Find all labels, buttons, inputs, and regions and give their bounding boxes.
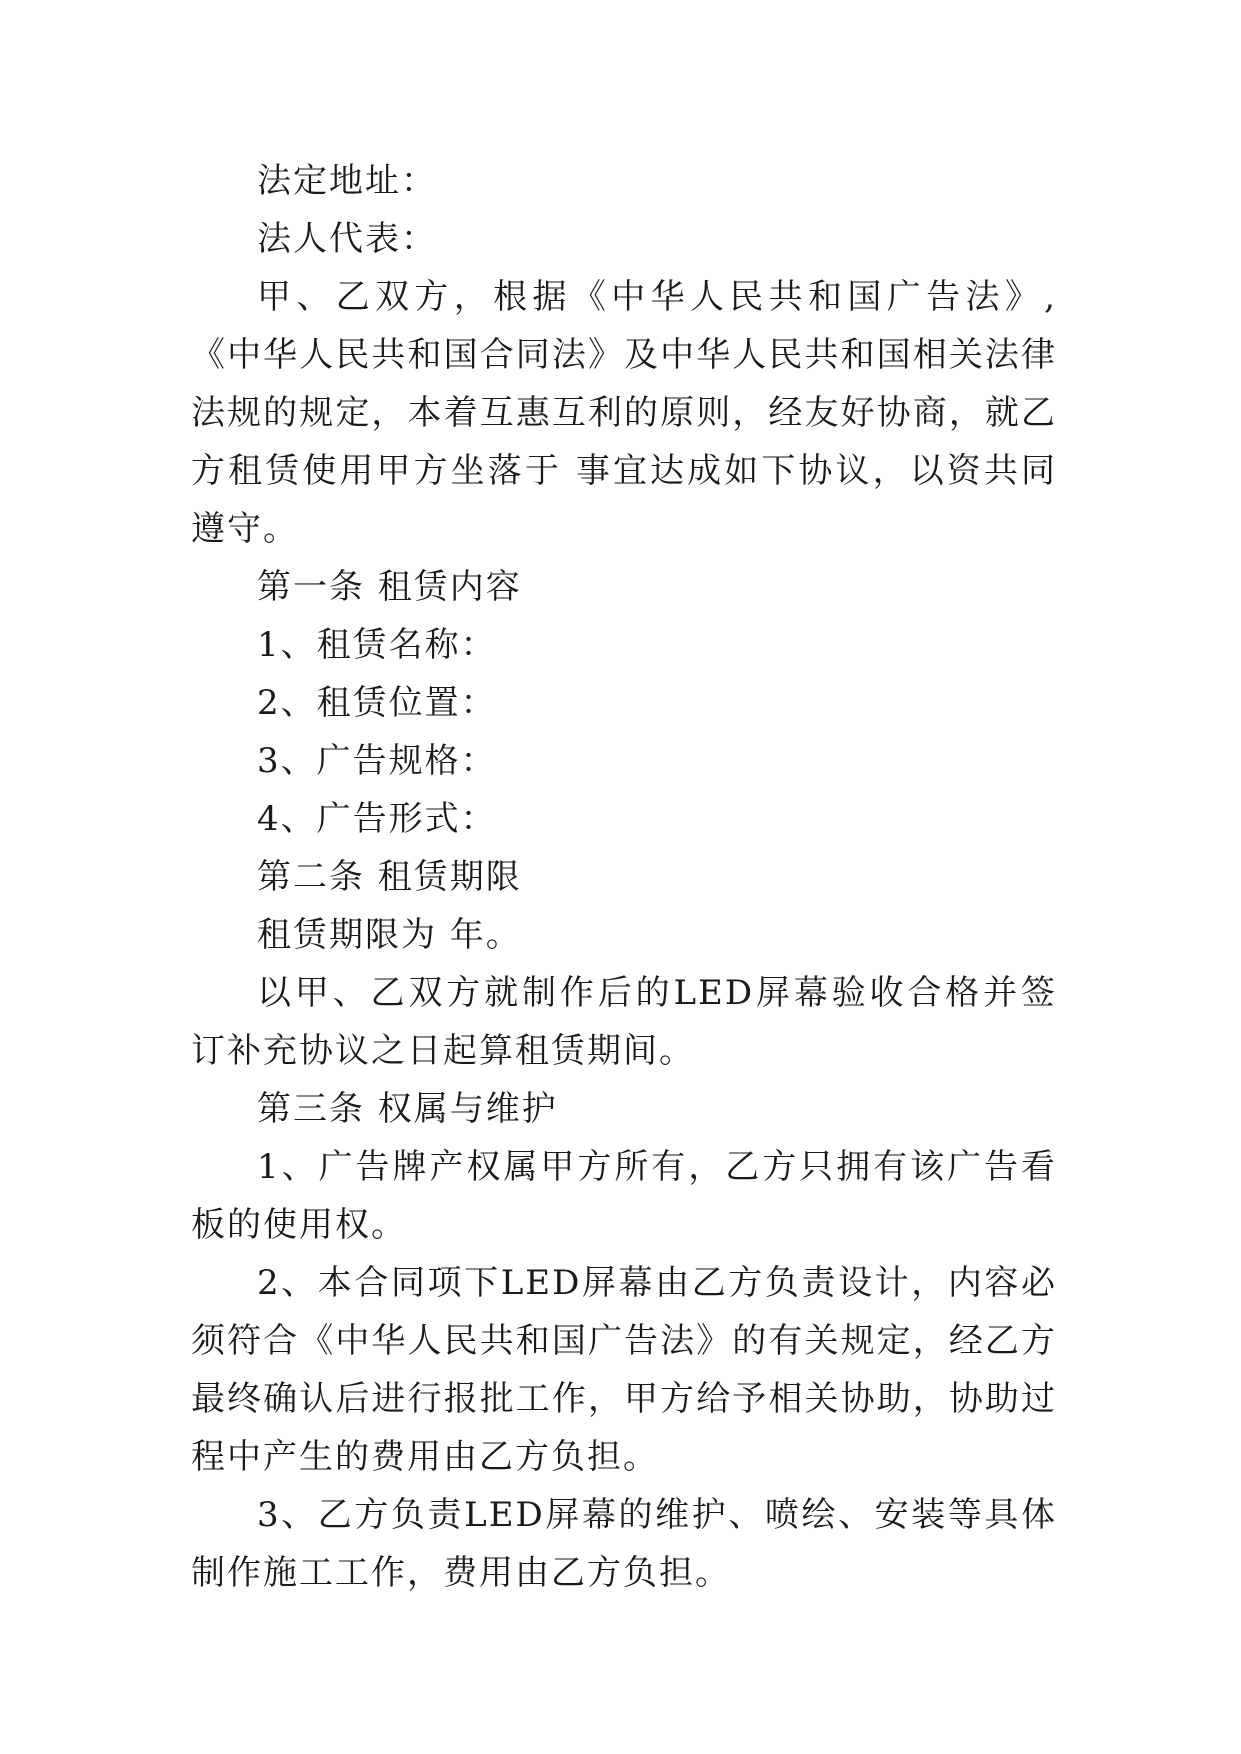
article-2-heading: 第二条 租赁期限 [257,857,522,897]
paragraph-preamble: 甲、乙双方，根据《中华人民共和国广告法》,《中华人民共和国合同法》及中华人民共和国相关法律法规的规定，本着互惠互利的原则，经友好协商，就乙方租赁使用甲方坐落于 事宜达成如下协议，以资共同遵守。 [191,277,1057,549]
item-ad-specification: 3、广告规格： [257,741,497,781]
item-lease-location: 2、租赁位置： [257,683,497,723]
paragraph-legal-address: 法定地址： [257,161,437,201]
clause-3-1: 1、广告牌产权属甲方所有，乙方只拥有该广告看板的使用权。 [191,1147,1057,1245]
document-body [191,152,1057,1602]
clause-3-2: 2、本合同项下LED屏幕由乙方负责设计，内容必须符合《中华人民共和国广告法》的有关规定，经乙方最终确认后进行报批工作，甲方给予相关协助，协助过程中产生的费用由乙方负担。 [191,1263,1057,1477]
paragraph-legal-representative: 法人代表： [257,219,437,259]
item-ad-form: 4、广告形式： [257,799,497,839]
article-3-heading: 第三条 权属与维护 [257,1089,558,1129]
paragraph-lease-term: 租赁期限为 年。 [257,915,522,955]
paragraph-lease-start: 以甲、乙双方就制作后的LED屏幕验收合格并签订补充协议之日起算租赁期间。 [191,973,1057,1071]
clause-3-3: 3、乙方负责LED屏幕的维护、喷绘、安装等具体制作施工工作，费用由乙方负担。 [191,1495,1057,1593]
article-1-heading: 第一条 租赁内容 [257,567,522,607]
item-lease-name: 1、租赁名称： [257,625,497,665]
